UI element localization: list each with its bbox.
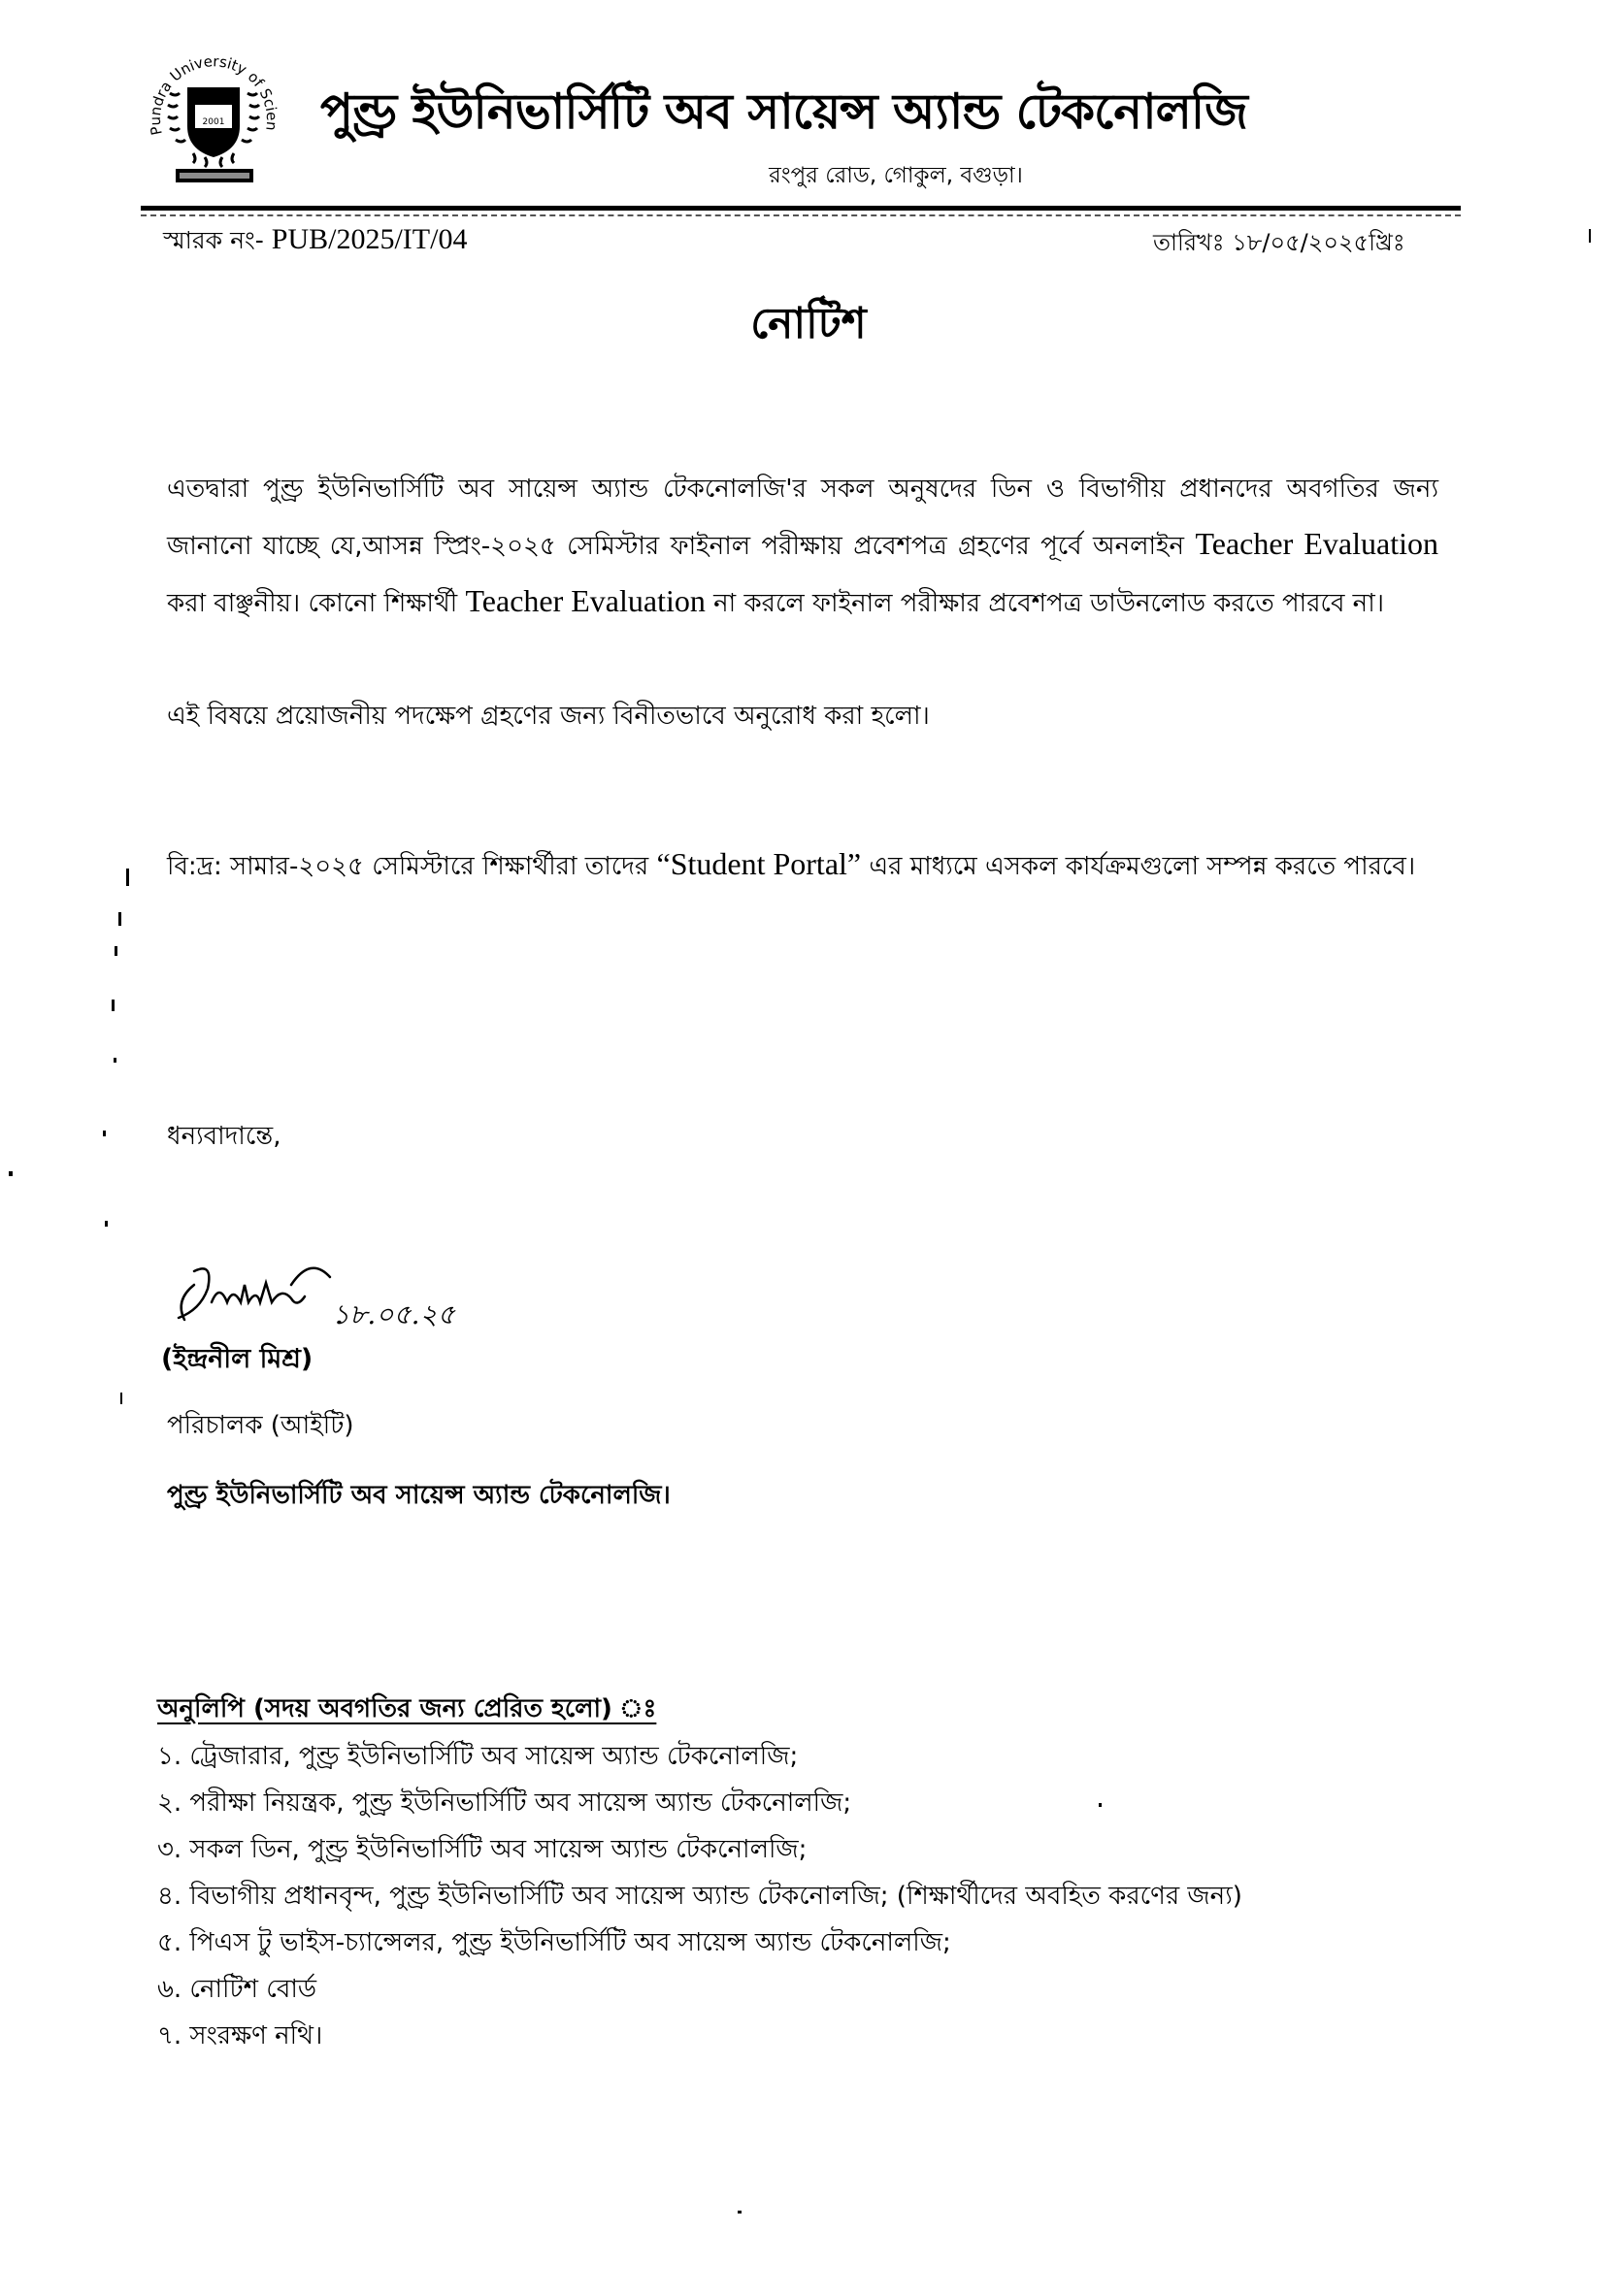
scan-speck [1589, 229, 1591, 243]
handwritten-signature [165, 1252, 514, 1339]
header-divider-secondary [141, 214, 1461, 216]
notice-paragraph-note [167, 836, 1438, 894]
university-address: রংপুর রোড, গোকুল, বগুড়া। [769, 163, 1023, 188]
copy-recipient: ৬. নোটিশ বোর্ড [157, 1975, 316, 2004]
student-portal-term: “Student Portal” [656, 846, 862, 881]
teacher-evaluation-term: Teacher Evaluation [1195, 526, 1438, 561]
notice-title: নোটিশ [750, 299, 867, 348]
copy-recipient: ৫. পিএস টু ভাইস-চ্যান্সেলর, পুণ্ড্র ইউনিভার্সিটি অব সায়েন্স অ্যান্ড টেকনোলজি; [157, 1928, 951, 1957]
notice-date [1153, 225, 1405, 264]
scan-speck [118, 912, 121, 926]
teacher-evaluation-term: Teacher Evaluation [465, 583, 706, 618]
copy-recipient: ১. ট্রেজারার, পুণ্ড্র ইউনিভার্সিটি অব সায়েন্স অ্যান্ড টেকনোলজি; [157, 1742, 799, 1771]
university-name: পুণ্ড্র ইউনিভার্সিটি অব সায়েন্স অ্যান্ড টেকনোলজি [320, 83, 1247, 140]
signatory-organization: পুণ্ড্র ইউনিভার্সিটি অব সায়েন্স অ্যান্ড টেকনোলজি। [167, 1481, 671, 1510]
scan-speck [103, 1131, 106, 1136]
memo-number: PUB/2025/IT/04 [271, 223, 468, 255]
copy-list-heading: অনুলিপি (সদয় অবগতির জন্য প্রেরিত হলো) ঃ [157, 1694, 657, 1723]
notice-paragraph-request: এই বিষয়ে প্রয়োজনীয় পদক্ষেপ গ্রহণের জন্য বিনীতভাবে অনুরোধ করা হলো। [167, 702, 930, 731]
copy-recipient: ২. পরীক্ষা নিয়ন্ত্রক, পুণ্ড্র ইউনিভার্সিটি অব সায়েন্স অ্যান্ড টেকনোলজি; [157, 1788, 852, 1818]
signature-date: ১৮.০৫.২৫ [332, 1298, 455, 1330]
closing-salutation: ধন্যবাদান্তে, [167, 1122, 281, 1151]
logo-year: 2001 [202, 117, 225, 127]
signatory-designation: পরিচালক (আইটি) [167, 1411, 354, 1440]
scan-speck [738, 2211, 742, 2214]
date-label: তারিখঃ [1153, 229, 1225, 256]
copy-recipient: ৩. সকল ডিন, পুণ্ড্র ইউনিভার্সিটি অব সায়েন্স অ্যান্ড টেকনোলজি; [157, 1835, 808, 1864]
signatory-name: (ইন্দ্রনীল মিশ্র) [161, 1344, 314, 1374]
scan-speck [120, 1393, 122, 1404]
scan-speck [105, 1221, 108, 1227]
scan-speck [112, 1000, 115, 1011]
paragraph-text: এর মাধ্যমে এসকল কার্যক্রমগুলো সম্পন্ন করতে পারবে। [861, 852, 1416, 881]
date-value: ১৮/০৫/২০২৫খ্রিঃ [1232, 229, 1405, 256]
paragraph-text: বি:দ্র: সামার-২০২৫ সেমিস্টারে শিক্ষার্থীরা তাদের [167, 852, 657, 881]
notice-paragraph-main [167, 462, 1438, 631]
copy-recipient-list [157, 1733, 1242, 2059]
scan-speck [114, 1058, 116, 1063]
paragraph-text: এতদ্বারা পুণ্ড্র ইউনিভার্সিটি অব সায়েন্স অ্যান্ড টেকনোলজি'র সকল অনুষদের ডিন ও বিভাগীয় প্রধানদের অবগতির জন্য জানানো যাচ্ছে যে,আসন্ন স্প্রিং-২০২৫ সেমিস্টার ফাইনাল পরীক্ষায় প্রবেশপত্র গ্রহণের পূর্বে অনলাইন [167, 475, 1438, 561]
copy-recipient: ৭. সংরক্ষণ নথি। [157, 2021, 323, 2050]
paragraph-text: করা বাঞ্ছনীয়। কোনো শিক্ষার্থী [167, 589, 466, 618]
memo-reference [163, 221, 467, 263]
scan-speck [1099, 1803, 1102, 1807]
header-divider [141, 206, 1461, 211]
scan-speck [115, 946, 117, 956]
logo-ring-text: Pundra University of Scien [146, 52, 281, 137]
scan-speck [9, 1171, 13, 1176]
paragraph-text: না করলে ফাইনাল পরীক্ষার প্রবেশপত্র ডাউনলোড করতে পারবে না। [705, 589, 1385, 618]
memo-label: স্মারক নং- [163, 226, 264, 254]
signature-scribble-icon [165, 1252, 514, 1339]
scan-speck [126, 869, 129, 886]
copy-recipient: ৪. বিভাগীয় প্রধানবৃন্দ, পুণ্ড্র ইউনিভার্সিটি অব সায়েন্স অ্যান্ড টেকনোলজি; (শিক্ষার্থীদের অবহিত করণের জন্য) [157, 1882, 1242, 1911]
